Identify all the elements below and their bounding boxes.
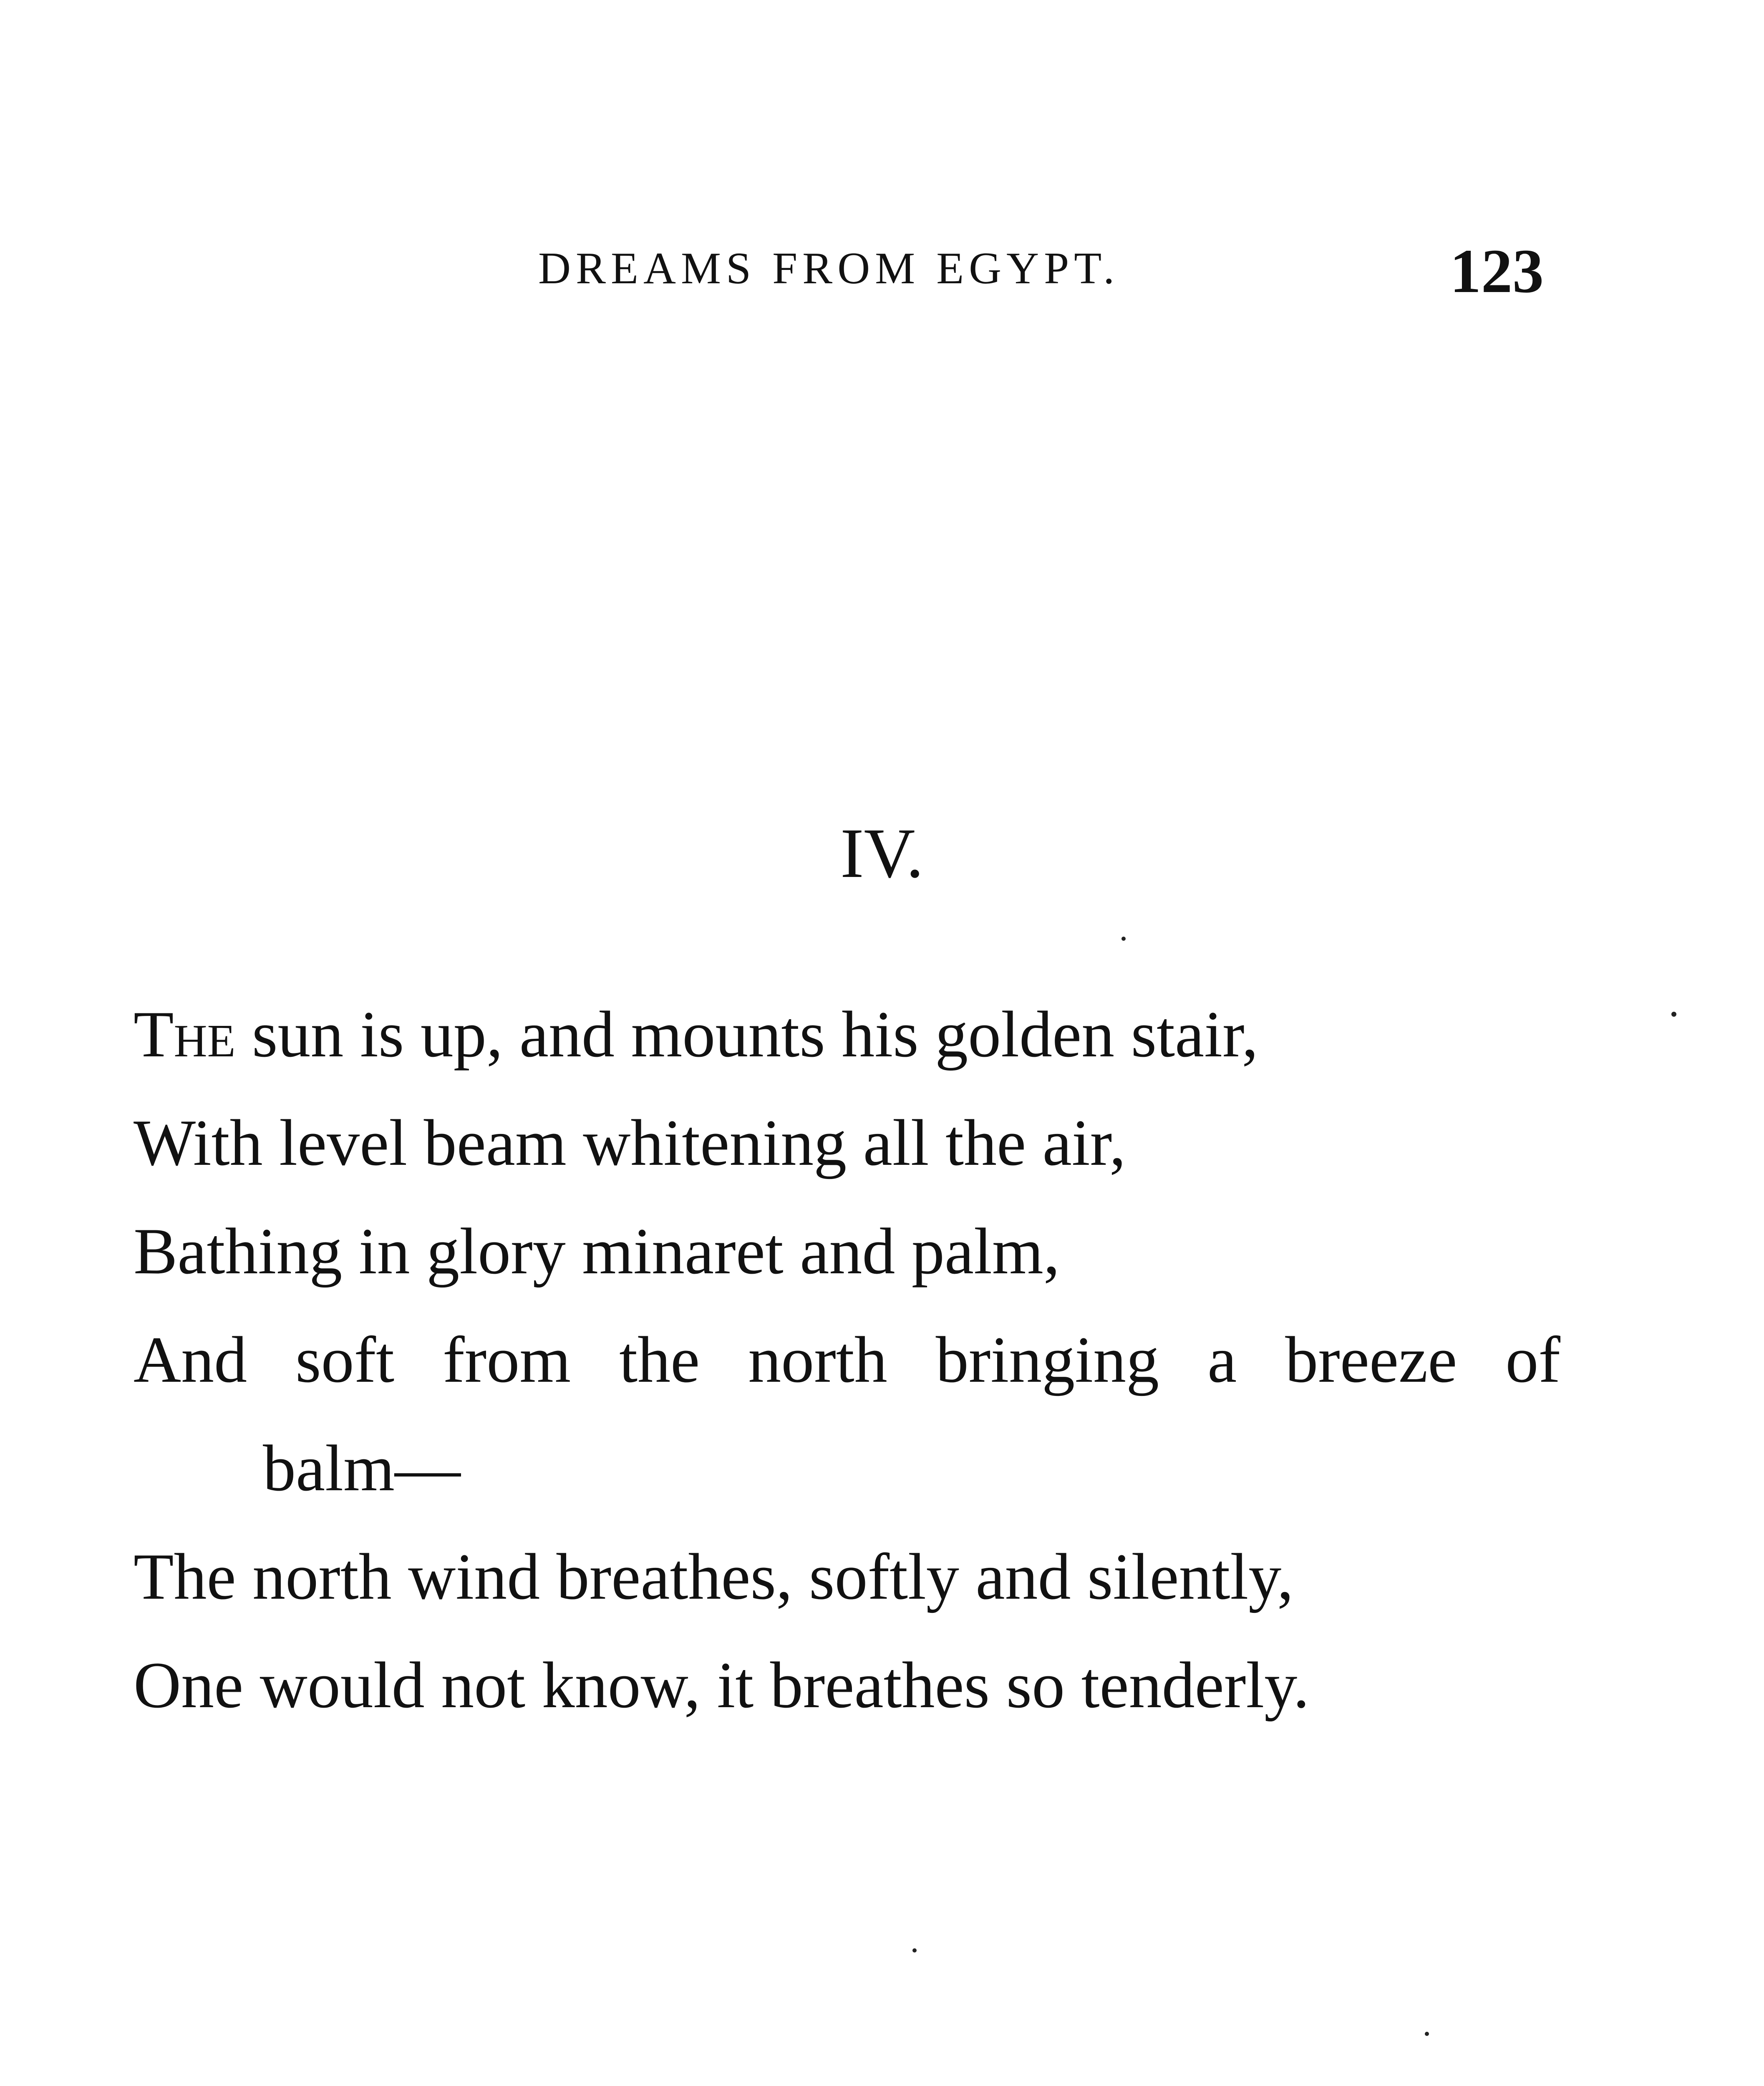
- poem-word: soft: [295, 1323, 395, 1396]
- poem-line-6: One would not know, it breathes so tenderly.: [134, 1649, 1310, 1722]
- page-number: 123: [1450, 237, 1544, 306]
- poem-word: And: [134, 1323, 247, 1396]
- poem-line-5: The north wind breathes, softly and silently,: [134, 1540, 1294, 1613]
- poem-line-2: With level beam whitening all the air,: [134, 1106, 1126, 1179]
- poem-word: of: [1505, 1323, 1560, 1396]
- poem-stanza: [134, 980, 1619, 1740]
- poem-word: north: [748, 1323, 887, 1396]
- poem-line-1-text: sun is up, and mounts his golden stair,: [235, 998, 1258, 1071]
- section-number: IV.: [840, 814, 924, 892]
- scan-speck: [912, 1948, 917, 1952]
- poem-word: bringing: [935, 1323, 1159, 1396]
- poem-line-4-continuation: balm—: [263, 1432, 461, 1505]
- opening-word: The: [134, 998, 236, 1071]
- running-head-title: DREAMS FROM EGYPT.: [538, 244, 1120, 293]
- poem-line-1: [134, 980, 1619, 1089]
- poem-word: a: [1207, 1323, 1237, 1396]
- poem-word: the: [619, 1323, 700, 1396]
- poem-word: from: [443, 1323, 571, 1396]
- poem-line-4: [134, 1306, 1560, 1414]
- poem-line-3: Bathing in glory minaret and palm,: [134, 1215, 1060, 1288]
- scan-speck: [1121, 937, 1126, 941]
- scan-speck: [1671, 1012, 1676, 1017]
- poem-word: breeze: [1285, 1323, 1457, 1396]
- scan-speck: [1425, 2032, 1429, 2036]
